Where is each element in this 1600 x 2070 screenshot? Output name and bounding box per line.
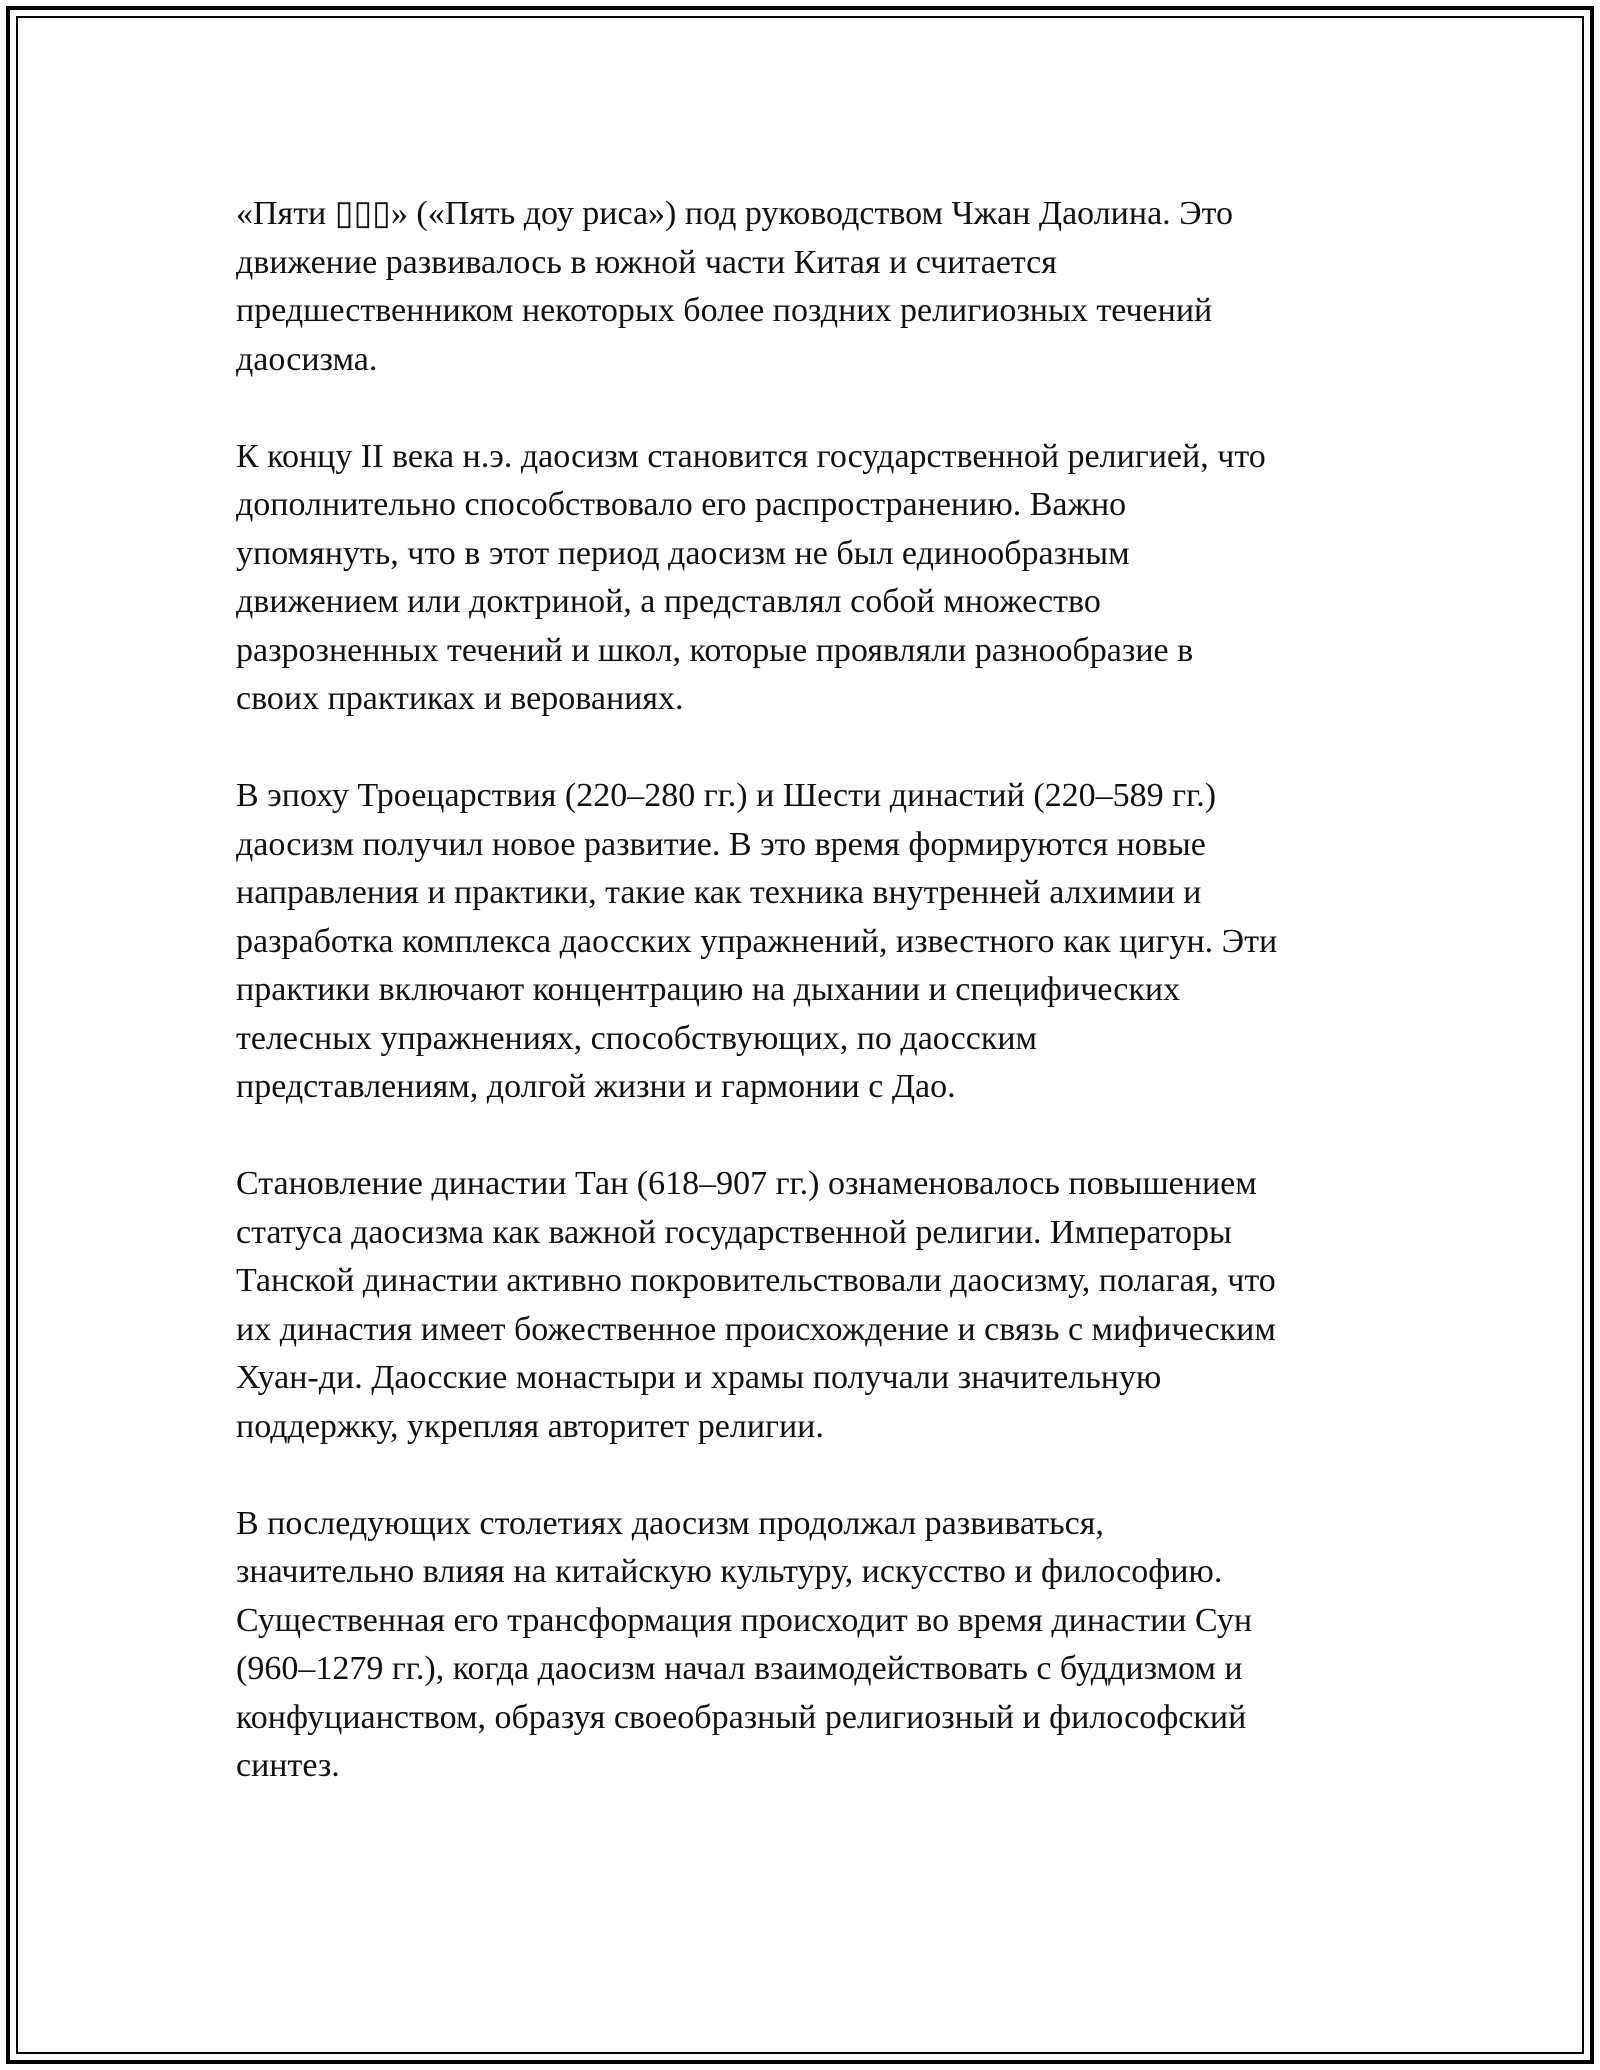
text-line: их династия имеет божественное происхождение и связь с мифическим [236, 1310, 1276, 1348]
text-line: даосизма. [236, 340, 378, 378]
paragraph-4 [236, 1160, 1386, 1451]
text-line: «Пяти ▯▯▯» («Пять доу риса») под руководством Чжан Даолина. Это [236, 195, 1234, 232]
text-line: даосизм получил новое развитие. В это время формируются новые [236, 825, 1206, 863]
text-line: В эпоху Троецарствия (220–280 гг.) и Шести династий (220–589 гг.) [236, 777, 1217, 814]
text-line: К концу II века н.э. даосизм становится государственной религией, что [236, 437, 1266, 475]
text-line: практики включают концентрацию на дыхании и специфических [236, 971, 1181, 1008]
document-body [236, 190, 1386, 1839]
text-line: Хуан-ди. Даосские монастыри и храмы получали значительную [236, 1359, 1162, 1396]
text-line: предшественником некоторых более поздних религиозных течений [236, 292, 1213, 329]
text-line: синтез. [236, 1747, 340, 1784]
text-line: представлениям, долгой жизни и гармонии с Дао. [236, 1068, 956, 1105]
text-line: Становление династии Тан (618–907 гг.) ознаменовалось повышением [236, 1165, 1257, 1202]
text-line: статуса даосизма как важной государственной религии. Императоры [236, 1213, 1232, 1251]
text-line: телесных упражнениях, способствующих, по даосским [236, 1019, 1038, 1057]
text-line: поддержку, укрепляя авторитет религии. [236, 1407, 824, 1445]
text-line: значительно влияя на китайскую культуру, искусство и философию. [236, 1553, 1223, 1590]
text-line: (960–1279 гг.), когда даосизм начал взаимодействовать с буддизмом и [236, 1650, 1243, 1687]
text-line: Танской династии активно покровительствовали даосизму, полагая, что [236, 1262, 1276, 1299]
text-line: движением или доктриной, а представлял собой множество [236, 583, 1101, 620]
paragraph-3 [236, 772, 1386, 1112]
text-line: своих практиках и верованиях. [236, 680, 684, 717]
text-line: движение развивалось в южной части Китая и считается [236, 243, 1057, 281]
text-line: В последующих столетиях даосизм продолжал развиваться, [236, 1504, 1104, 1542]
text-line: упомянуть, что в этот период даосизм не был единообразным [236, 534, 1130, 572]
text-line: разрозненных течений и школ, которые проявляли разнообразие в [236, 631, 1194, 669]
text-line: дополнительно способствовало его распространению. Важно [236, 486, 1127, 523]
text-line: конфуцианством, образуя своеобразный религиозный и философский [236, 1698, 1247, 1736]
paragraph-1 [236, 190, 1386, 384]
text-line: направления и практики, такие как техника внутренней алхимии и [236, 874, 1202, 911]
paragraph-2 [236, 433, 1386, 724]
paragraph-5 [236, 1500, 1386, 1791]
text-line: Существенная его трансформация происходит во время династии Сун [236, 1601, 1253, 1639]
text-line: разработка комплекса даосских упражнений, известного как цигун. Эти [236, 922, 1278, 960]
